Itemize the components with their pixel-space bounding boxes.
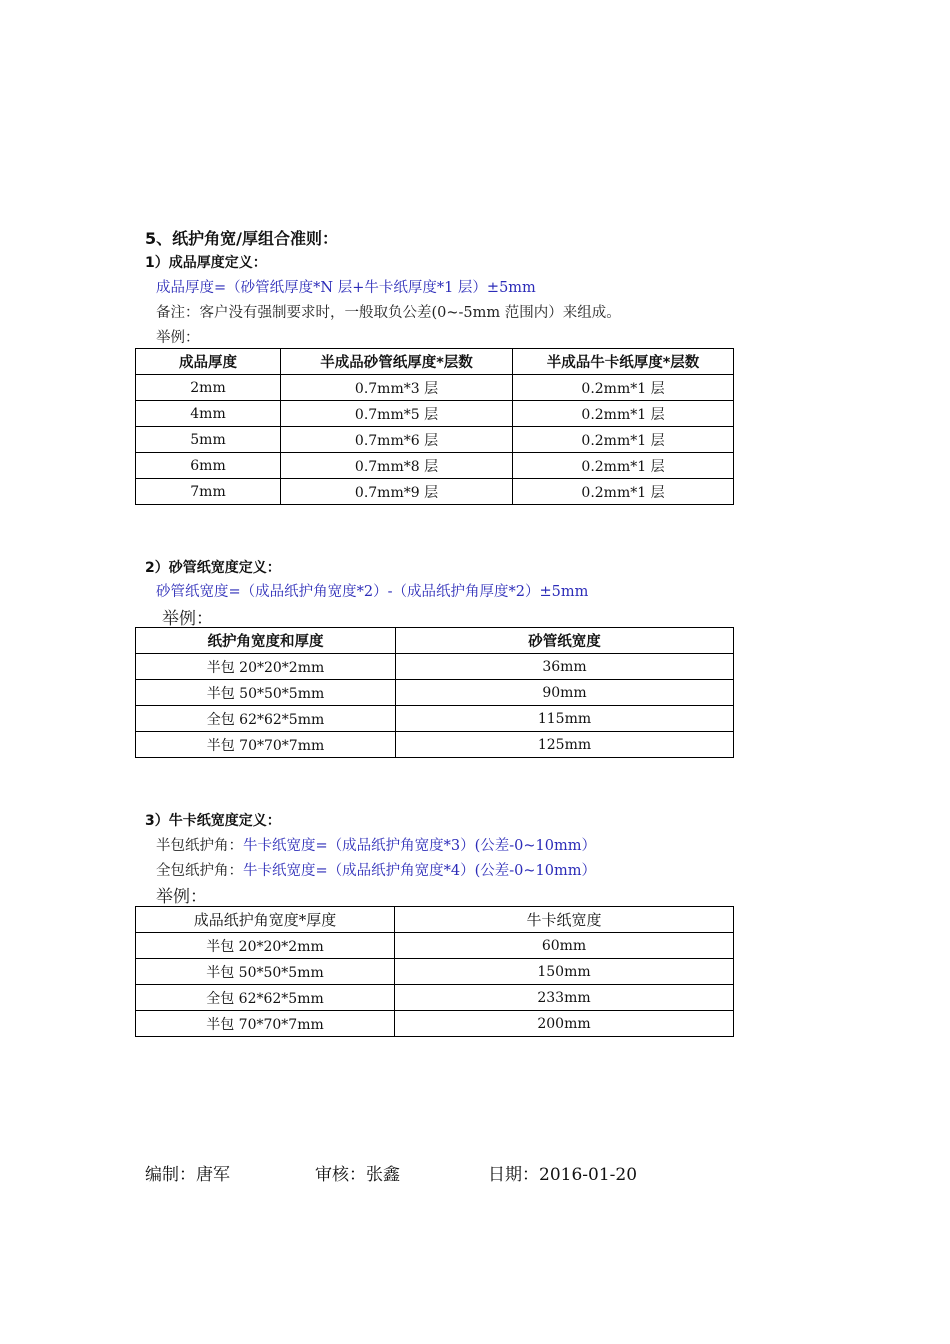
table-cell: 0.2mm*1 层 [513, 453, 734, 479]
s1-heading: 1）成品厚度定义： [145, 255, 267, 271]
table-header-cell: 成品纸护角宽度*厚度 [136, 907, 395, 933]
table-header-cell: 纸护角宽度和厚度 [136, 628, 396, 654]
table-row [136, 706, 734, 732]
s3-half-line [156, 834, 596, 855]
table-header-cell: 半成品砂管纸厚度*层数 [281, 349, 513, 375]
table-cell: 36mm [396, 654, 734, 680]
table-cell: 0.2mm*1 层 [513, 479, 734, 505]
table-cell: 半包 20*20*2mm [136, 654, 396, 680]
table-cell: 6mm [136, 453, 281, 479]
table-cell: 200mm [395, 1011, 734, 1037]
table-cell: 233mm [395, 985, 734, 1011]
table-cell: 5mm [136, 427, 281, 453]
table-cell: 半包 70*70*7mm [136, 732, 396, 758]
table-row [136, 732, 734, 758]
table-header-row [136, 628, 734, 654]
s3-half-formula: 牛卡纸宽度=（成品纸护角宽度*3）(公差-0~10mm） [243, 838, 597, 854]
table-cell: 全包 62*62*5mm [136, 985, 395, 1011]
table-cell: 90mm [396, 680, 734, 706]
table-cell: 60mm [395, 933, 734, 959]
table-header-row [136, 349, 734, 375]
table-cell: 全包 62*62*5mm [136, 706, 396, 732]
table-cell: 115mm [396, 706, 734, 732]
table-row [136, 654, 734, 680]
s3-half-label: 半包纸护角： [156, 838, 243, 854]
table-row [136, 680, 734, 706]
s3-example-label: 举例： [156, 887, 207, 907]
table-cell: 0.2mm*1 层 [513, 427, 734, 453]
table-row [136, 1011, 734, 1037]
thickness-table [135, 348, 734, 505]
table-cell: 半包 70*70*7mm [136, 1011, 395, 1037]
footer-date: 日期：2016-01-20 [488, 1165, 638, 1185]
table-cell: 0.2mm*1 层 [513, 375, 734, 401]
s2-heading: 2）砂管纸宽度定义： [145, 560, 281, 576]
s3-full-line [156, 859, 596, 880]
kraft-paper-width-table [135, 906, 734, 1037]
footer-editor: 编制：唐军 [145, 1165, 230, 1185]
s2-example-label: 举例： [162, 609, 213, 629]
table-cell: 0.2mm*1 层 [513, 401, 734, 427]
table-cell: 7mm [136, 479, 281, 505]
sand-paper-width-table [135, 627, 734, 758]
footer-reviewer: 审核：张鑫 [315, 1165, 400, 1185]
table-header-cell: 砂管纸宽度 [396, 628, 734, 654]
s2-formula: 砂管纸宽度=（成品纸护角宽度*2）-（成品纸护角厚度*2）±5mm [156, 584, 589, 600]
s1-note: 备注：客户没有强制要求时，一般取负公差(0~-5mm 范围内）来组成。 [156, 305, 621, 321]
section-title: 5、纸护角宽/厚组合准则： [145, 229, 338, 248]
table-row [136, 479, 734, 505]
s1-example-label: 举例： [156, 330, 200, 346]
s3-heading: 3）牛卡纸宽度定义： [145, 813, 281, 829]
table-cell: 半包 50*50*5mm [136, 680, 396, 706]
table-cell: 0.7mm*3 层 [281, 375, 513, 401]
table-header-cell: 牛卡纸宽度 [395, 907, 734, 933]
s1-formula: 成品厚度=（砂管纸厚度*N 层+牛卡纸厚度*1 层）±5mm [156, 280, 536, 296]
table-header-cell: 成品厚度 [136, 349, 281, 375]
table-cell: 0.7mm*8 层 [281, 453, 513, 479]
table-cell: 0.7mm*9 层 [281, 479, 513, 505]
table-cell: 125mm [396, 732, 734, 758]
table-header-cell: 半成品牛卡纸厚度*层数 [513, 349, 734, 375]
s3-full-label: 全包纸护角： [156, 863, 243, 879]
table-cell: 半包 20*20*2mm [136, 933, 395, 959]
table-cell: 150mm [395, 959, 734, 985]
table-cell: 4mm [136, 401, 281, 427]
table-row [136, 959, 734, 985]
table-cell: 0.7mm*6 层 [281, 427, 513, 453]
table-row [136, 933, 734, 959]
table-row [136, 401, 734, 427]
table-row [136, 375, 734, 401]
s3-full-formula: 牛卡纸宽度=（成品纸护角宽度*4）(公差-0~10mm） [243, 863, 597, 879]
table-cell: 半包 50*50*5mm [136, 959, 395, 985]
table-cell: 2mm [136, 375, 281, 401]
table-row [136, 427, 734, 453]
table-row [136, 453, 734, 479]
table-cell: 0.7mm*5 层 [281, 401, 513, 427]
table-header-row [136, 907, 734, 933]
table-row [136, 985, 734, 1011]
